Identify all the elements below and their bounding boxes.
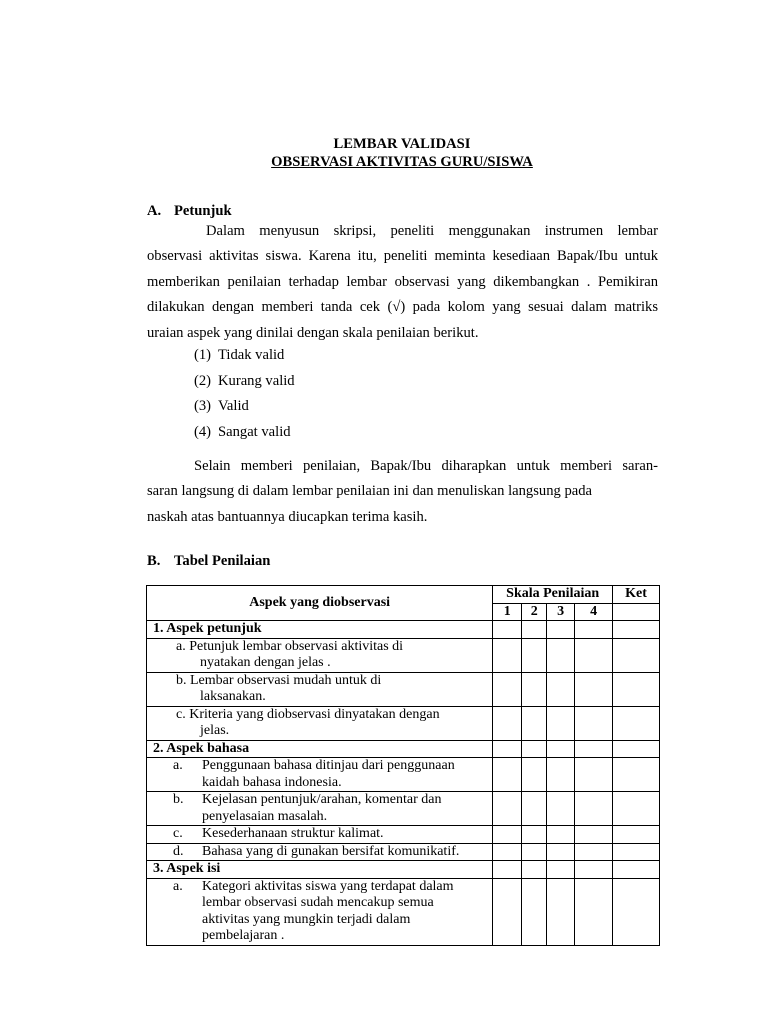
score-cell[interactable] xyxy=(575,740,613,758)
aspect-item-line: Kejelasan pentunjuk/arahan, komentar dan xyxy=(202,792,442,807)
ket-cell[interactable] xyxy=(613,792,660,826)
score-cell[interactable] xyxy=(493,878,522,945)
instructions-paragraph xyxy=(147,219,658,346)
aspect-item-line: pembelajaran . xyxy=(202,928,285,943)
ket-cell[interactable] xyxy=(613,878,660,945)
scale-item-label: Sangat valid xyxy=(218,424,291,440)
scale-item-number: (4) xyxy=(194,424,212,440)
ket-cell[interactable] xyxy=(613,861,660,879)
ket-cell[interactable] xyxy=(613,826,660,844)
score-cell[interactable] xyxy=(493,638,522,672)
assessment-table xyxy=(146,585,660,946)
ket-cell[interactable] xyxy=(613,706,660,740)
table-row xyxy=(147,638,660,672)
ket-cell[interactable] xyxy=(613,672,660,706)
score-cell[interactable] xyxy=(547,621,575,639)
score-cell[interactable] xyxy=(522,740,547,758)
header-scale-1: 1 xyxy=(493,603,522,621)
aspect-item xyxy=(147,758,493,792)
aspect-item-line: Bahasa yang di gunakan bersifat komunikatif. xyxy=(202,843,460,859)
aspect-item xyxy=(147,706,493,740)
score-cell[interactable] xyxy=(575,706,613,740)
aspect-item-line: laksanakan. xyxy=(200,689,266,704)
scale-item xyxy=(194,373,295,390)
score-cell[interactable] xyxy=(547,826,575,844)
group-label: 3. Aspek isi xyxy=(147,861,493,879)
aspect-item xyxy=(147,792,493,826)
aspect-item-line: jelas. xyxy=(200,723,230,738)
table-group-row xyxy=(147,861,660,879)
aspect-item-line: nyatakan dengan jelas . xyxy=(200,655,331,670)
aspect-item-line: Kesederhanaan struktur kalimat. xyxy=(202,826,384,841)
ket-cell[interactable] xyxy=(613,740,660,758)
score-cell[interactable] xyxy=(575,861,613,879)
header-aspek: Aspek yang diobservasi xyxy=(147,586,493,621)
score-cell[interactable] xyxy=(493,706,522,740)
paragraph-line: saran langsung di dalam lembar penilaian ini dan menuliskan langsung pada xyxy=(147,483,592,500)
aspect-item-letter: c. xyxy=(173,826,183,841)
table-row xyxy=(147,878,660,945)
header-scale-2: 2 xyxy=(522,603,547,621)
aspect-item xyxy=(147,672,493,706)
aspect-item xyxy=(147,638,493,672)
score-cell[interactable] xyxy=(575,826,613,844)
section-a-heading xyxy=(147,203,232,220)
scale-item-number: (3) xyxy=(194,398,212,414)
header-skala-penilaian: Skala Penilaian xyxy=(493,586,613,604)
document-title: LEMBAR VALIDASI xyxy=(333,136,471,152)
score-cell[interactable] xyxy=(522,672,547,706)
score-cell[interactable] xyxy=(522,826,547,844)
aspect-item xyxy=(147,878,493,945)
table-row xyxy=(147,843,660,861)
score-cell[interactable] xyxy=(575,792,613,826)
ket-cell[interactable] xyxy=(613,638,660,672)
score-cell[interactable] xyxy=(547,672,575,706)
score-cell[interactable] xyxy=(522,843,547,861)
aspect-item-line: penyelasaian masalah. xyxy=(202,808,328,824)
ket-cell[interactable] xyxy=(613,621,660,639)
score-cell[interactable] xyxy=(575,758,613,792)
score-cell[interactable] xyxy=(547,740,575,758)
aspect-item xyxy=(147,826,493,844)
header-scale-3: 3 xyxy=(547,603,575,621)
table-group-row xyxy=(147,740,660,758)
scale-item xyxy=(194,398,249,415)
section-b-number: B. xyxy=(147,553,161,569)
scale-item-label: Valid xyxy=(218,398,249,414)
aspect-item-line: b. Lembar observasi mudah untuk di xyxy=(176,672,382,688)
table-header-row xyxy=(147,586,660,604)
group-label: 2. Aspek bahasa xyxy=(147,740,493,758)
score-cell[interactable] xyxy=(575,621,613,639)
score-cell[interactable] xyxy=(493,792,522,826)
aspect-item-line: Kategori aktivitas siswa yang terdapat dalam xyxy=(202,878,454,894)
score-cell[interactable] xyxy=(575,843,613,861)
score-cell[interactable] xyxy=(547,638,575,672)
table-row xyxy=(147,792,660,826)
aspect-item-line: Penggunaan bahasa ditinjau dari penggunaan xyxy=(202,758,455,773)
score-cell[interactable] xyxy=(522,758,547,792)
aspect-item-letter: d. xyxy=(173,843,184,859)
header-ket-blank xyxy=(613,603,660,621)
ket-cell[interactable] xyxy=(613,843,660,861)
score-cell[interactable] xyxy=(547,878,575,945)
score-cell[interactable] xyxy=(547,758,575,792)
paragraph-line: uraian aspek yang dinilai dengan skala penilaian berikut. xyxy=(147,324,479,341)
score-cell[interactable] xyxy=(575,638,613,672)
aspect-item-line: lembar observasi sudah mencakup semua xyxy=(202,895,434,910)
score-cell[interactable] xyxy=(547,792,575,826)
score-cell[interactable] xyxy=(522,706,547,740)
scale-item-number: (1) xyxy=(194,347,212,363)
score-cell[interactable] xyxy=(493,621,522,639)
group-label: 1. Aspek petunjuk xyxy=(147,621,493,639)
score-cell[interactable] xyxy=(575,878,613,945)
table-row xyxy=(147,826,660,844)
section-b-heading xyxy=(147,553,270,570)
score-cell[interactable] xyxy=(547,843,575,861)
aspect-item-line: c. Kriteria yang diobservasi dinyatakan dengan xyxy=(176,706,440,722)
score-cell[interactable] xyxy=(547,861,575,879)
table-row xyxy=(147,672,660,706)
scale-item xyxy=(194,424,291,441)
aspect-item-letter: a. xyxy=(173,878,183,894)
score-cell[interactable] xyxy=(522,861,547,879)
score-cell[interactable] xyxy=(493,672,522,706)
score-cell[interactable] xyxy=(493,740,522,758)
table-group-row xyxy=(147,621,660,639)
paragraph-line: memberikan penilaian terhadap lembar observasi yang dikembangkan . Pemikiran xyxy=(147,273,658,290)
aspect-item-line: a. Petunjuk lembar observasi aktivitas di xyxy=(176,638,404,654)
score-cell[interactable] xyxy=(522,638,547,672)
table-row xyxy=(147,758,660,792)
paragraph-line: observasi aktivitas siswa. Karena itu, peneliti meminta kesediaan Bapak/Ibu untuk xyxy=(147,248,658,265)
scale-item xyxy=(194,347,284,364)
section-a-number: A. xyxy=(147,203,162,219)
paragraph-line: naskah atas bantuannya diucapkan terima kasih. xyxy=(147,508,428,525)
closing-paragraph xyxy=(147,454,658,530)
aspect-item-letter: a. xyxy=(173,758,183,773)
paragraph-line: Dalam menyusun skripsi, peneliti menggunakan instrumen lembar xyxy=(206,223,658,239)
header-scale-4: 4 xyxy=(575,603,613,621)
score-cell[interactable] xyxy=(493,826,522,844)
score-cell[interactable] xyxy=(522,878,547,945)
score-cell[interactable] xyxy=(493,843,522,861)
aspect-item-letter: b. xyxy=(173,792,184,807)
scale-item-number: (2) xyxy=(194,373,212,389)
aspect-item xyxy=(147,843,493,861)
score-cell[interactable] xyxy=(493,861,522,879)
header-ket: Ket xyxy=(613,586,660,604)
score-cell[interactable] xyxy=(493,758,522,792)
paragraph-line: dilakukan dengan memberi tanda cek (√) pada kolom yang sesuai dalam matriks xyxy=(147,299,658,316)
table-row xyxy=(147,706,660,740)
scale-item-label: Tidak valid xyxy=(218,347,285,363)
ket-cell[interactable] xyxy=(613,758,660,792)
score-cell[interactable] xyxy=(547,706,575,740)
document-subtitle: OBSERVASI AKTIVITAS GURU/SISWA xyxy=(271,154,533,170)
scale-item-label: Kurang valid xyxy=(218,373,295,389)
paragraph-line: Selain memberi penilaian, Bapak/Ibu diharapkan untuk memberi saran- xyxy=(194,458,658,474)
score-cell[interactable] xyxy=(522,621,547,639)
score-cell[interactable] xyxy=(575,672,613,706)
aspect-item-line: kaidah bahasa indonesia. xyxy=(202,774,342,790)
score-cell[interactable] xyxy=(522,792,547,826)
section-b-title: Tabel Penilaian xyxy=(174,553,271,569)
section-a-title: Petunjuk xyxy=(174,203,232,219)
aspect-item-line: aktivitas yang mungkin terjadi dalam xyxy=(202,911,411,927)
